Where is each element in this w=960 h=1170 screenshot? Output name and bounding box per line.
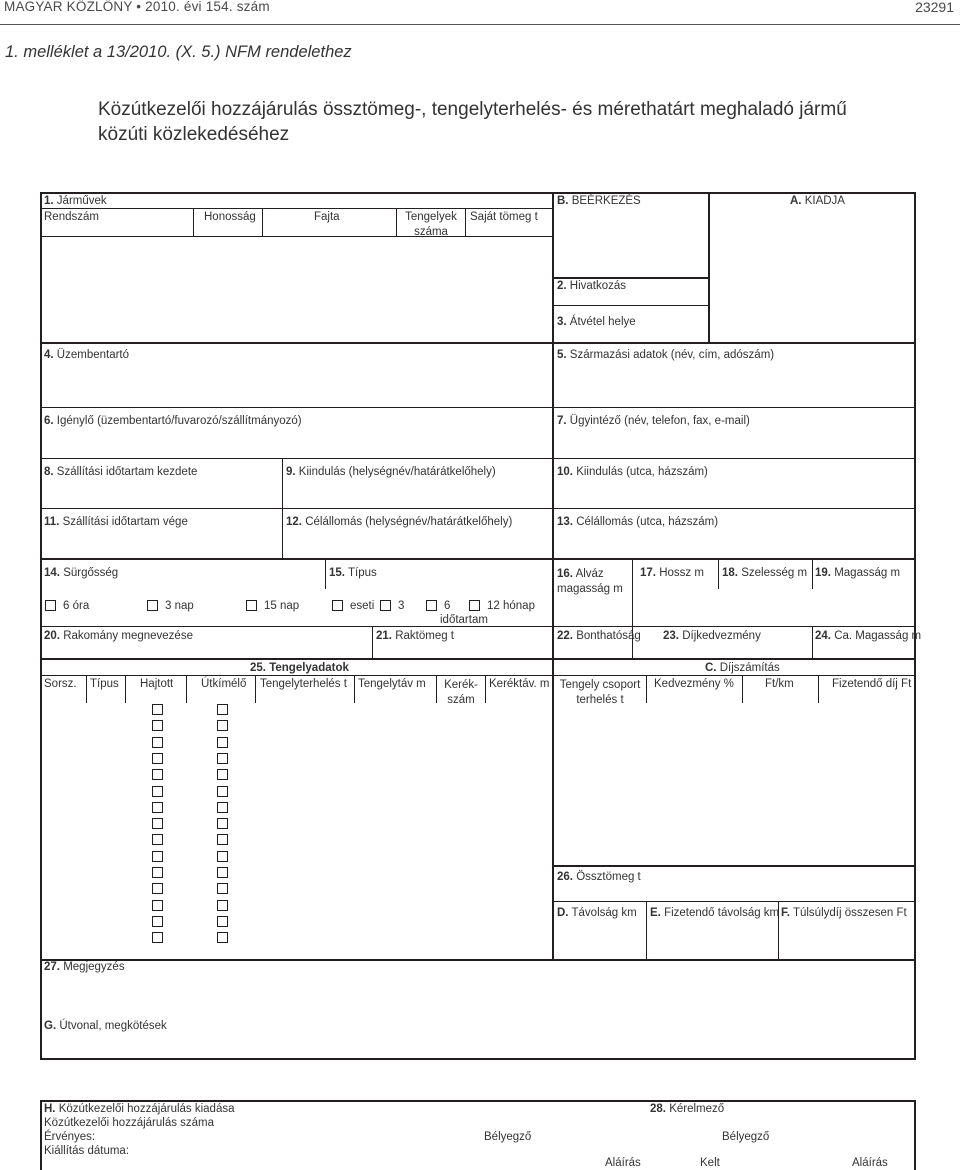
field-15-type: 15. Típus [329, 567, 377, 579]
document-title: Közútkezelői hozzájárulás össztömeg-, tengelyterhelés- és mérethatárt meghaladó jármű közúti közlekedéséhez [98, 99, 847, 145]
field-h-valid: Érvényes: [44, 1131, 96, 1143]
axle-road-friendly-checkbox[interactable] [217, 851, 228, 862]
axle-driven-checkbox[interactable] [152, 883, 163, 894]
axle-driven-checkbox[interactable] [152, 704, 163, 715]
signature-label-applicant: Aláírás [852, 1157, 888, 1169]
axle-driven-checkbox[interactable] [152, 769, 163, 780]
axle-col-type: Típus [90, 678, 119, 690]
date-label-applicant: Kelt [700, 1157, 720, 1169]
frame-top [40, 192, 915, 194]
axle-road-friendly-checkbox[interactable] [217, 720, 228, 731]
vehicles-col-nationality: Honosság [204, 211, 256, 223]
field-14-urgency: 14. Sürgősség [44, 567, 119, 579]
vehicles-col-plate: Rendszám [44, 211, 99, 223]
axle-driven-checkbox[interactable] [152, 867, 163, 878]
urgency-15d-label: 15 nap [264, 600, 300, 612]
field-h-issuance: H. Közútkezelői hozzájárulás kiadása [44, 1103, 235, 1115]
axle-road-friendly-checkbox[interactable] [217, 834, 228, 845]
axle-driven-checkbox[interactable] [152, 802, 163, 813]
annex-title: 1. melléklet a 13/2010. (X. 5.) NFM rendelethez [5, 43, 352, 61]
field-1-vehicles: 1. Járművek [44, 195, 107, 207]
field-21-load-weight: 21. Raktömeg t [376, 630, 455, 642]
axle-driven-checkbox[interactable] [152, 834, 163, 845]
type-12-checkbox[interactable] [469, 600, 480, 611]
axle-col-driven: Hajtott [140, 678, 174, 690]
type-12-label: 12 hónap [487, 600, 535, 612]
urgency-3d-checkbox[interactable] [147, 600, 158, 611]
fee-col-group-load: Tengely csoport terhelés t [559, 679, 641, 706]
axle-road-friendly-checkbox[interactable] [217, 916, 228, 927]
type-3-label: 3 [398, 600, 405, 612]
axle-col-wheel-count: Kerék- szám [444, 679, 478, 706]
field-h-permit-number: Közútkezelői hozzájárulás száma [44, 1117, 215, 1129]
axle-road-friendly-checkbox[interactable] [217, 900, 228, 911]
field-23-discount: 23. Díjkedvezmény [663, 630, 761, 642]
type-duration-label: időtartam [440, 614, 488, 626]
axle-driven-checkbox[interactable] [152, 932, 163, 943]
axle-col-road-friendly: Útkímélő [201, 678, 247, 690]
type-6-checkbox[interactable] [426, 600, 437, 611]
axle-road-friendly-checkbox[interactable] [217, 802, 228, 813]
vehicles-cols-rule [40, 236, 553, 237]
axle-road-friendly-checkbox[interactable] [217, 883, 228, 894]
axle-col-axle-load: Tengelyterhelés t [260, 678, 347, 690]
field-7-contact: 7. Ügyintéző (név, telefon, fax, e-mail) [557, 415, 750, 427]
axle-driven-checkbox[interactable] [152, 753, 163, 764]
field-19-height: 19. Magasság m [815, 567, 901, 579]
field-10-departure-address: 10. Kiindulás (utca, házszám) [557, 466, 708, 478]
field-d-distance: D. Távolság km [557, 907, 637, 919]
fee-col-fee-payable: Fizetendő díj Ft [832, 678, 912, 690]
axle-road-friendly-checkbox[interactable] [217, 932, 228, 943]
fee-col-ft-km: Ft/km [765, 678, 794, 690]
urgency-15d-checkbox[interactable] [246, 600, 257, 611]
field-18-width: 18. Szelesség m [722, 567, 808, 579]
field-b-arrival: B. BEÉRKEZÉS [557, 195, 641, 207]
field-4-operator: 4. Üzembentartó [44, 349, 130, 361]
field-25-axle-data: 25. Tengelyadatok [250, 662, 349, 674]
axle-col-wheel-spacing: Keréktáv. m [489, 678, 550, 690]
stamp-label-applicant: Bélyegző [722, 1131, 770, 1143]
urgency-6h-label: 6 óra [63, 600, 90, 612]
axle-road-friendly-checkbox[interactable] [217, 769, 228, 780]
fee-col-discount: Kedvezmény % [654, 678, 734, 690]
axle-road-friendly-checkbox[interactable] [217, 753, 228, 764]
publication-header: MAGYAR KÖZLÖNY • 2010. évi 154. szám [4, 0, 270, 14]
vehicles-col-weight: Saját tömeg t [470, 211, 538, 223]
vehicles-header-rule [40, 208, 553, 209]
field-20-cargo: 20. Rakomány megnevezése [44, 630, 193, 642]
field-27-remarks: 27. Megjegyzés [44, 961, 125, 973]
axle-driven-checkbox[interactable] [152, 720, 163, 731]
axle-driven-checkbox[interactable] [152, 818, 163, 829]
field-22-dismantlable: 22. Bonthatóság [557, 630, 641, 642]
field-2-reference: 2. Hivatkozás [557, 280, 627, 292]
urgency-3d-label: 3 nap [165, 600, 194, 612]
type-3-checkbox[interactable] [380, 600, 391, 611]
stamp-label-issuer: Bélyegző [484, 1131, 532, 1143]
field-16-chassis-height: 16. Alváz magasság m [557, 568, 623, 595]
field-17-length: 17. Hossz m [640, 567, 704, 579]
field-9-departure: 9. Kiindulás (helységnév/határátkelőhely) [286, 466, 496, 478]
field-h-issue-date: Kiállítás dátuma: [44, 1145, 130, 1157]
field-13-destination-address: 13. Célállomás (utca, házszám) [557, 516, 719, 528]
axle-col-index: Sorsz. [44, 678, 77, 690]
field-3-receipt-place: 3. Átvétel helye [557, 316, 636, 328]
header-rule [0, 24, 960, 25]
axle-driven-checkbox[interactable] [152, 737, 163, 748]
axle-road-friendly-checkbox[interactable] [217, 867, 228, 878]
field-5-origin-data: 5. Származási adatok (név, cím, adószám) [557, 349, 775, 361]
axle-road-friendly-checkbox[interactable] [217, 818, 228, 829]
field-g-route: G. Útvonal, megkötések [44, 1020, 167, 1032]
type-6-label: 6 [444, 600, 451, 612]
field-f-overweight-fee: F. Túlsúlydíj összesen Ft [781, 907, 907, 919]
field-6-applicant: 6. Igénylő (üzembentartó/fuvarozó/szállítmányozó) [44, 415, 302, 427]
axle-road-friendly-checkbox[interactable] [217, 737, 228, 748]
field-c-fee-calc: C. Díjszámítás [705, 662, 780, 674]
axle-road-friendly-checkbox[interactable] [217, 786, 228, 797]
field-11-end: 11. Szállítási időtartam vége [44, 516, 188, 528]
field-26-gross-weight: 26. Össztömeg t [557, 871, 641, 883]
axle-driven-checkbox[interactable] [152, 851, 163, 862]
field-8-start: 8. Szállítási időtartam kezdete [44, 466, 198, 478]
vehicles-col-type: Fajta [314, 211, 340, 223]
axle-driven-checkbox[interactable] [152, 916, 163, 927]
type-eseti-label: eseti [350, 600, 375, 612]
vehicles-col-axles: Tengelyek száma [405, 211, 457, 238]
divider-left-right [552, 192, 554, 676]
field-a-issuer: A. KIADJA [790, 195, 845, 207]
type-eseti-checkbox[interactable] [332, 600, 343, 611]
axle-driven-checkbox[interactable] [152, 900, 163, 911]
axle-road-friendly-checkbox[interactable] [217, 704, 228, 715]
field-12-destination: 12. Célállomás (helységnév/határátkelőhely) [286, 516, 513, 528]
frame-bottom [40, 1058, 916, 1060]
axle-col-axle-spacing: Tengelytáv m [358, 678, 426, 690]
page-number: 23291 [915, 0, 954, 15]
axle-driven-checkbox[interactable] [152, 786, 163, 797]
signature-label-issuer: Aláírás [605, 1157, 641, 1169]
urgency-6h-checkbox[interactable] [45, 600, 56, 611]
field-28-applicant: 28. Kérelmező [650, 1103, 725, 1115]
field-24-approx-height: 24. Ca. Magasság m [815, 630, 922, 642]
field-e-payable-distance: E. Fizetendő távolság km [650, 907, 780, 919]
